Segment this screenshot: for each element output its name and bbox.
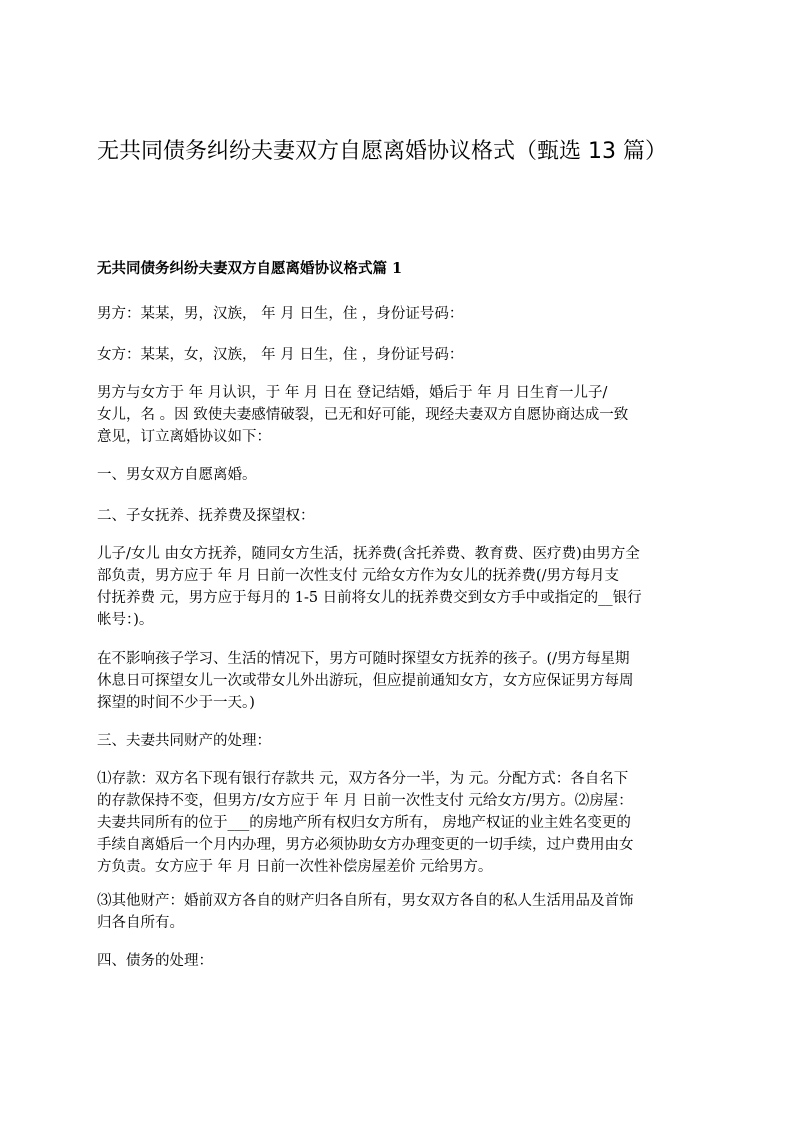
- property-division-paragraph: ⑴存款：双方名下现有银行存款共 元，双方各分一半，为 元。分配方式：各自名下 的存款保持不变，但男方/女方应于 年 月 日前一次性支付 元给女方/男方。⑵房屋： 夫妻共同所有的位于___的房地产所有权归女方所有， 房地产权证的业主姓名变更的 手续自离婚后一个月内办理，男方必须协助女方办理变更的一切手续，过户费用由女 方负责。女方应于 年 月 日前一次性补偿房屋差价 元给男方。: [97, 771, 634, 875]
- clause-one-heading: 一、男女双方自愿离婚。: [97, 467, 257, 483]
- clause-four-heading: 四、债务的处理：: [97, 953, 213, 969]
- visitation-paragraph: 在不影响孩子学习、生活的情况下，男方可随时探望女方抚养的孩子。(/男方每星期 休息日可探望女儿一次或带女儿外出游玩，但应提前通知女方，女方应保证男方每周 探望的时间不少于一天。): [97, 651, 634, 711]
- section-title: 无共同债务纠纷夫妻双方自愿离婚协议格式篇 1: [97, 260, 403, 277]
- document-title: 无共同债务纠纷夫妻双方自愿离婚协议格式（甄选 13 篇）: [97, 139, 667, 164]
- marriage-background-paragraph: 男方与女方于 年 月认识，于 年 月 日在 登记结婚，婚后于 年 月 日生育一儿子/ 女儿，名 。因 致使夫妻感情破裂，已无和好可能，现经夫妻双方自愿协商达成一致 意见，订立离婚协议如下：: [97, 385, 629, 445]
- child-custody-paragraph: 儿子/女儿 由女方抚养，随同女方生活，抚养费(含托养费、教育费、医疗费)由男方全 部负责，男方应于 年 月 日前一次性支付 元给女方作为女儿的抚养费(/男方每月支 付抚养费 元，男方应于每月的 1-5 日前将女儿的抚养费交到女方手中或指定的__银行 帐号：)。: [97, 546, 642, 628]
- clause-three-heading: 三、夫妻共同财产的处理：: [97, 733, 271, 749]
- other-property-paragraph: ⑶其他财产：婚前双方各自的财产归各自所有，男女双方各自的私人生活用品及首饰 归各自所有。: [97, 893, 634, 931]
- male-party-line: 男方：某某，男，汉族， 年 月 日生，住 ，身份证号码：: [97, 306, 464, 322]
- clause-two-heading: 二、子女抚养、抚养费及探望权：: [97, 508, 315, 524]
- female-party-line: 女方：某某，女，汉族， 年 月 日生，住 ，身份证号码：: [97, 347, 464, 363]
